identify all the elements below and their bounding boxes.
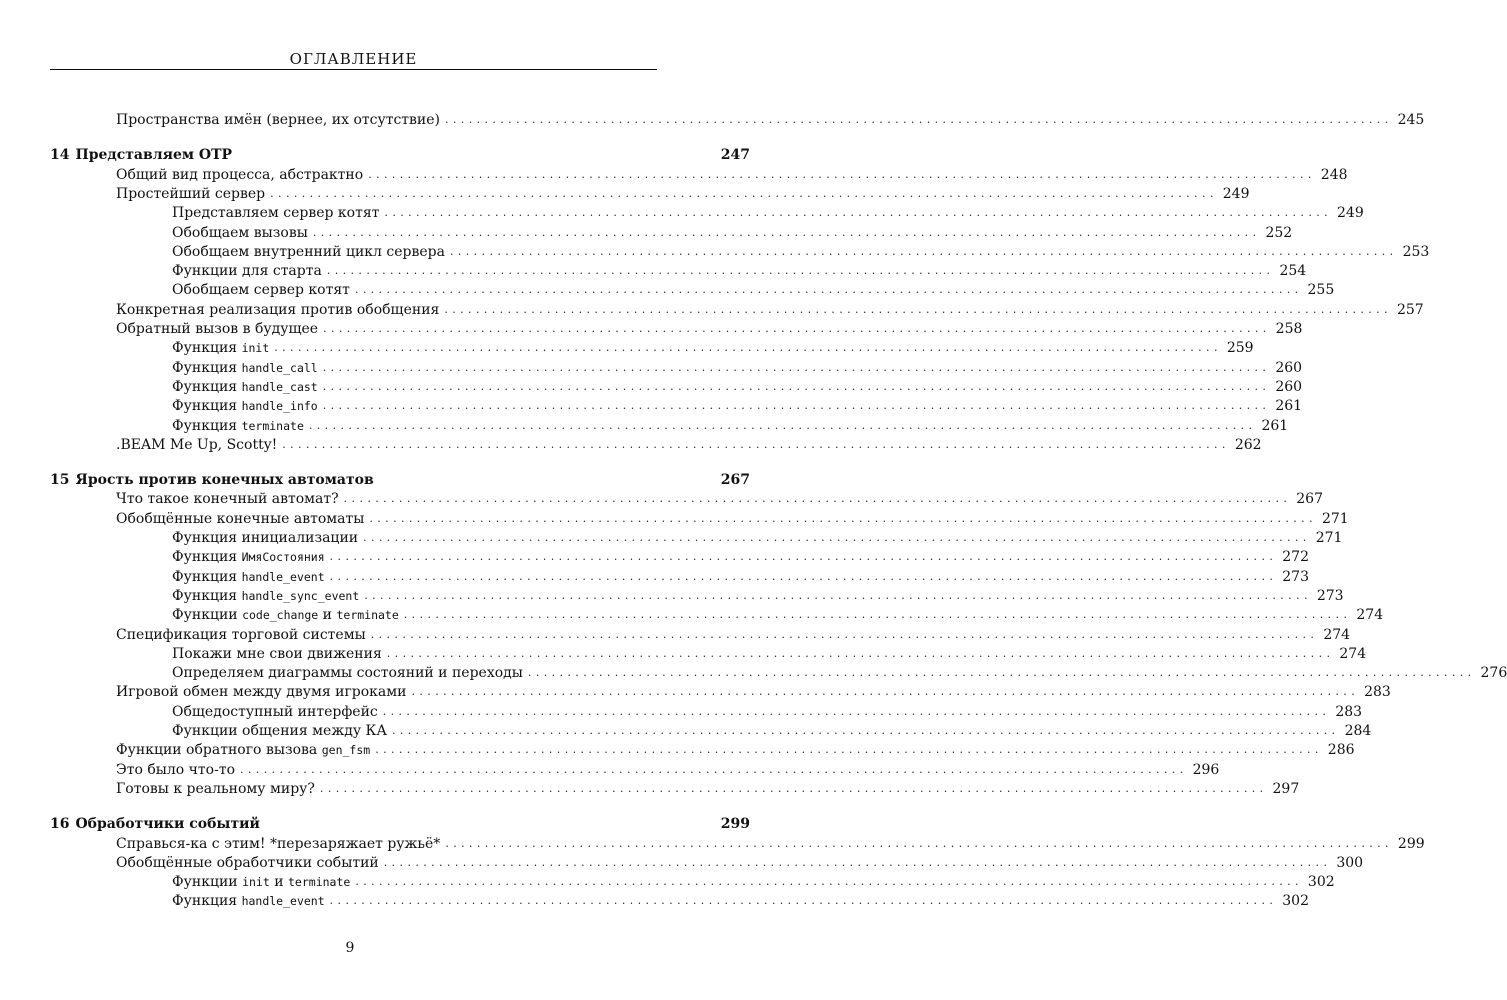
running-header: ОГЛАВЛЕНИЕ (289, 50, 418, 68)
toc-entry[interactable] (172, 224, 1293, 243)
dot-leader: ........................................................................................................................ (322, 360, 1271, 374)
dot-leader: ........................................................................................................................ (312, 225, 1261, 239)
entry-code: init (242, 875, 270, 890)
entry-text: Функции обратного вызова (116, 742, 322, 759)
page-ref: 274 (1356, 607, 1384, 624)
entry-code: handle_call (241, 360, 318, 375)
page-ref: 274 (1323, 626, 1351, 643)
toc-entry[interactable] (172, 606, 1384, 625)
entry-code: handle_sync_event (241, 588, 360, 603)
entry-title (116, 835, 440, 854)
entry-title (116, 490, 339, 509)
entry-title (172, 417, 304, 436)
chapter-heading (50, 146, 232, 165)
page-ref: 267 (1296, 491, 1323, 508)
chapter-number: 15 (50, 472, 70, 489)
entry-title (172, 606, 399, 625)
entry-title (172, 722, 387, 741)
entry-title (116, 436, 277, 455)
chapter-title: Представляем OTP (75, 147, 233, 164)
chapter-number: 14 (50, 147, 70, 164)
toc-entry[interactable] (116, 185, 1250, 204)
entry-text: Конкретная реализация против обобщения (116, 301, 440, 318)
entry-text: Что такое конечный автомат? (116, 491, 339, 508)
chapter-heading (50, 815, 260, 834)
toc-entry[interactable] (172, 873, 1335, 892)
entry-title (172, 243, 445, 262)
dot-leader: ........................................................................................................................ (384, 206, 1333, 220)
dot-leader: ........................................................................................................................ (326, 264, 1275, 278)
entry-code: handle_info (241, 399, 318, 414)
entry-title (172, 568, 325, 587)
entry-code: code_change (242, 608, 319, 623)
entry-code: handle_cast (241, 379, 318, 394)
entry-text: Функции (172, 874, 243, 891)
page-ref: 258 (1275, 321, 1303, 337)
entry-title (172, 548, 325, 567)
dot-leader: ........................................................................................................................ (382, 704, 1331, 718)
toc-entry[interactable] (116, 761, 1220, 780)
entry-text: Определяем диаграммы состояний и переходы (172, 665, 523, 682)
toc-entry[interactable] (172, 359, 1303, 378)
page-ref: 249 (1337, 205, 1364, 222)
page-ref: 299 (1397, 835, 1425, 852)
dot-leader: ........................................................................................................................ (308, 418, 1257, 432)
dot-leader: ........................................................................................................................ (322, 379, 1271, 393)
page-ref: 260 (1275, 359, 1303, 376)
dot-leader: ........................................................................................................................ (322, 399, 1271, 413)
page-ref: 299 (720, 816, 750, 833)
page-ref: 300 (1336, 854, 1364, 871)
toc-entry[interactable] (116, 683, 1391, 702)
dot-leader: ........................................................................................................................ (444, 302, 1392, 316)
toc-entry[interactable] (172, 339, 1254, 358)
toc-entry[interactable] (116, 166, 1348, 185)
entry-text: и (269, 874, 288, 891)
toc-entry[interactable] (116, 510, 1349, 529)
entry-code: init (241, 341, 270, 356)
toc-entry[interactable] (172, 722, 1372, 741)
chapter-title: Обработчики событий (75, 816, 260, 833)
entry-text: Справься-ка с этим! *перезаряжает ружьё* (116, 835, 441, 852)
dot-leader: ........................................................................................................................ (386, 646, 1335, 660)
toc-entry[interactable] (172, 703, 1363, 722)
entry-text: Обобщённые обработчики событий (116, 854, 379, 871)
toc-chapter[interactable] (50, 146, 750, 165)
toc-chapter[interactable] (50, 815, 750, 834)
dot-leader: ........................................................................................................................ (369, 511, 1317, 525)
entry-title (116, 683, 407, 702)
toc-entry[interactable] (172, 243, 1430, 262)
page-ref: 271 (1321, 510, 1349, 527)
entry-title (116, 510, 364, 529)
toc-entry[interactable] (172, 664, 1507, 683)
page-ref: 249 (1222, 185, 1250, 202)
page-ref: 283 (1364, 684, 1391, 701)
entry-text: Общий вид процесса, абстрактно (116, 166, 364, 183)
entry-text: Обратный вызов в будущее (116, 321, 319, 337)
entry-text: Пространства имён (вернее, их отсутствие) (116, 112, 440, 128)
entry-text: Готовы к реальному миру? (116, 780, 315, 797)
toc-entry[interactable] (116, 111, 1425, 130)
page-ref: 302 (1282, 893, 1309, 910)
toc-entry[interactable] (116, 835, 1425, 854)
entry-text: Это было что-то (116, 761, 236, 778)
page-ref: 272 (1282, 549, 1309, 566)
entry-text: Обобщаем сервер котят (172, 282, 350, 299)
page-ref: 259 (1226, 340, 1254, 357)
page-ref: 261 (1275, 398, 1303, 415)
entry-text: Функции (172, 607, 243, 624)
toc-entry[interactable] (116, 780, 1300, 799)
entry-text: Функция (172, 417, 242, 434)
toc-entry[interactable] (172, 417, 1289, 436)
page-ref: 247 (720, 147, 750, 164)
page-ref: 271 (1315, 530, 1343, 546)
page-ref: 257 (1396, 301, 1424, 318)
dot-leader: ........................................................................................................................ (354, 283, 1303, 297)
page-ref: 276 (1480, 665, 1507, 682)
entry-title (172, 339, 269, 358)
toc-entry[interactable] (116, 490, 1323, 509)
entry-code: ИмяСостояния (241, 550, 325, 565)
page-ref: 273 (1316, 587, 1344, 604)
entry-text: Игровой обмен между двумя игроками (116, 684, 407, 701)
page-ref: 283 (1335, 703, 1363, 720)
entry-text: Покажи мне свои движения (172, 645, 382, 662)
dot-leader: ........................................................................................................................ (363, 531, 1311, 544)
dot-leader: ........................................................................................................................ (411, 685, 1360, 699)
page-ref: 254 (1279, 263, 1307, 280)
entry-code: gen_fsm (321, 743, 371, 758)
dot-leader: ........................................................................................................................ (240, 762, 1188, 776)
entry-text: Функция (172, 340, 242, 357)
toc-entry[interactable] (172, 587, 1344, 606)
entry-code: handle_event (241, 894, 325, 909)
entry-text: Функция (172, 398, 242, 415)
toc-entry[interactable] (116, 626, 1351, 645)
page-ref: 245 (1397, 112, 1425, 128)
dot-leader: ........................................................................................................................ (375, 743, 1323, 757)
entry-text: Функция (172, 893, 242, 910)
dot-leader: ........................................................................................................................ (391, 724, 1340, 737)
entry-title (172, 873, 350, 892)
entry-text: Функции для старта (172, 263, 322, 280)
entry-title (172, 262, 322, 281)
entry-code: terminate (241, 418, 304, 433)
entry-text: Функция (172, 378, 242, 395)
entry-title (116, 854, 379, 873)
entry-text: Функции общения между КА (172, 723, 387, 739)
dot-leader: ........................................................................................................................ (449, 244, 1398, 258)
toc-entry[interactable] (172, 204, 1364, 223)
page-ref: 255 (1307, 282, 1335, 299)
dot-leader: ........................................................................................................................ (343, 492, 1292, 506)
toc-entry[interactable] (172, 262, 1307, 281)
toc-entry[interactable] (116, 741, 1355, 760)
dot-leader: ........................................................................................................................ (282, 437, 1230, 451)
dot-leader: ........................................................................................................................ (270, 186, 1218, 200)
entry-title (172, 664, 523, 683)
dot-leader: ........................................................................................................................ (403, 608, 1352, 622)
chapter-heading (50, 471, 374, 490)
entry-text: Простейший сервер (116, 185, 266, 202)
page-ref: 260 (1275, 378, 1303, 395)
toc-entry[interactable] (172, 378, 1303, 397)
page-ref: 248 (1320, 166, 1348, 183)
dot-leader: ........................................................................................................................ (445, 836, 1393, 850)
toc-entry[interactable] (172, 281, 1335, 300)
entry-title (172, 703, 378, 722)
entry-title (116, 185, 265, 204)
entry-title (116, 166, 363, 185)
entry-text: .BEAM Me Up, Scotty! (116, 436, 278, 453)
chapter-number: 16 (50, 816, 70, 833)
entry-text: Представляем сервер котят (172, 205, 380, 222)
entry-title (172, 378, 318, 397)
toc-entry[interactable] (172, 645, 1367, 664)
entry-text: Обобщаем внутренний цикл сервера (172, 243, 445, 260)
chapter-title: Ярость против конечных автоматов (75, 472, 374, 489)
toc-entry[interactable] (116, 436, 1262, 455)
page-ref: 252 (1265, 224, 1293, 241)
toc-entry[interactable] (172, 548, 1309, 567)
toc-entry[interactable] (172, 568, 1309, 587)
page-ref: 286 (1327, 742, 1355, 759)
entry-title (172, 645, 382, 664)
entry-code: terminate (288, 875, 351, 890)
toc-entry[interactable] (116, 854, 1364, 873)
dot-leader: ........................................................................................................................ (323, 322, 1271, 335)
toc-entry[interactable] (172, 892, 1309, 911)
page-ref: 262 (1234, 436, 1262, 453)
entry-text: Обобщённые конечные автоматы (116, 510, 365, 527)
entry-title (172, 397, 318, 416)
page-number: 9 (345, 940, 355, 956)
dot-leader: ........................................................................................................................ (319, 781, 1268, 795)
dot-leader: ........................................................................................................................ (355, 875, 1303, 889)
entry-title (116, 320, 318, 339)
entry-code: handle_event (241, 569, 325, 584)
entry-text: Общедоступный интерфейс (172, 703, 378, 720)
entry-title (172, 359, 318, 378)
entry-text: Функция (172, 359, 242, 376)
entry-title (116, 761, 235, 780)
entry-title (172, 204, 379, 223)
dot-leader: ........................................................................................................................ (368, 167, 1316, 181)
page-ref: 267 (720, 472, 750, 489)
page-ref: 284 (1344, 723, 1372, 739)
toc-chapter[interactable] (50, 471, 750, 490)
entry-text: Спецификация торговой системы (116, 626, 366, 643)
entry-title (172, 529, 358, 548)
entry-text: Функция (172, 587, 242, 604)
entry-title (116, 301, 439, 320)
entry-text: Обобщаем вызовы (172, 224, 308, 241)
entry-title (172, 892, 325, 911)
toc-entry[interactable] (116, 320, 1303, 339)
entry-text: Функция (172, 568, 242, 585)
page-ref: 302 (1307, 874, 1335, 891)
dot-leader: ........................................................................................................................ (329, 550, 1278, 564)
page-ref: 253 (1402, 243, 1430, 260)
dot-leader: ........................................................................................................................ (445, 113, 1393, 126)
entry-title (116, 741, 370, 760)
dot-leader: ........................................................................................................................ (364, 588, 1312, 602)
page-ref: 297 (1272, 780, 1300, 797)
dot-leader: ........................................................................................................................ (329, 894, 1278, 908)
entry-title (116, 780, 315, 799)
entry-title (116, 626, 366, 645)
entry-title (172, 281, 350, 300)
entry-title (172, 224, 308, 243)
entry-title (172, 587, 359, 606)
toc-entry[interactable] (172, 397, 1303, 416)
dot-leader: ........................................................................................................................ (329, 569, 1278, 583)
page-ref: 273 (1282, 568, 1309, 585)
entry-text: и (318, 607, 337, 624)
page-ref: 261 (1261, 417, 1289, 434)
entry-title (116, 111, 440, 130)
dot-leader: ........................................................................................................................ (370, 627, 1319, 641)
dot-leader: ........................................................................................................................ (527, 666, 1476, 680)
dot-leader: ........................................................................................................................ (274, 341, 1222, 355)
entry-text: Функция инициализации (172, 530, 359, 546)
toc-entry[interactable] (172, 529, 1343, 548)
page-ref: 296 (1192, 761, 1220, 778)
toc-entry[interactable] (116, 301, 1424, 320)
entry-text: Функция (172, 549, 242, 566)
page-ref: 274 (1339, 645, 1367, 662)
dot-leader: ........................................................................................................................ (383, 855, 1332, 869)
entry-code: terminate (336, 608, 399, 623)
